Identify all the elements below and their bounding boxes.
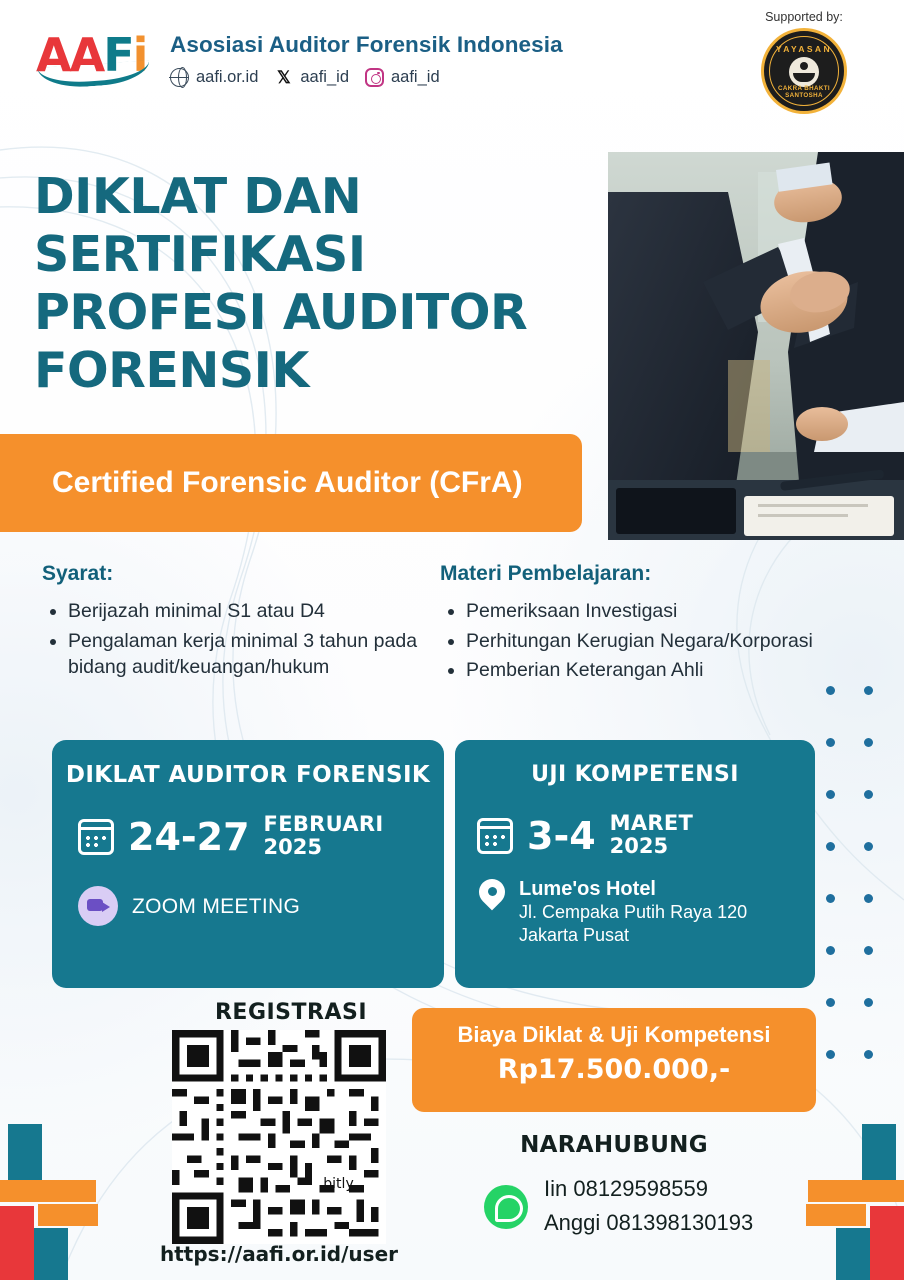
event-card-diklat-title: DIKLAT AUDITOR FORENSIK	[65, 762, 431, 788]
registration-title: REGISTRASI	[214, 1000, 368, 1025]
event-card-uji-title: UJI KOMPETENSI	[531, 762, 739, 787]
x-twitter-icon: 𝕏	[277, 68, 291, 87]
page-title	[34, 168, 609, 400]
event-card-diklat-venue: ZOOM MEETING	[132, 895, 301, 918]
social-x[interactable]	[274, 68, 349, 87]
certification-banner-label: Certified Forensic Auditor (CFrA)	[52, 466, 523, 499]
svg-text:bitly: bitly	[323, 1175, 354, 1192]
calendar-icon	[477, 818, 513, 854]
social-x-label: aafi_id	[300, 68, 349, 86]
aafi-logo: AAFi	[36, 26, 154, 88]
event-card-uji-venue-row	[455, 859, 815, 947]
social-links	[170, 68, 563, 87]
contact-entry: Anggi 081398130193	[544, 1210, 754, 1235]
seal-emblem-icon	[789, 57, 819, 87]
corner-decoration-left	[0, 1124, 104, 1280]
event-card-diklat-date-row	[52, 788, 444, 860]
price-value: Rp17.500.000,-	[497, 1054, 731, 1085]
event-card-diklat	[52, 740, 444, 988]
list-item: Pemeriksaan Investigasi	[440, 598, 860, 625]
social-website-label: aafi.or.id	[196, 68, 259, 86]
price-box	[412, 1008, 816, 1112]
social-website[interactable]	[170, 68, 258, 87]
organization-title: Asosiasi Auditor Forensik Indonesia	[170, 32, 563, 57]
registration-qr-code[interactable]	[172, 1030, 386, 1244]
list-item: Berijazah minimal S1 atau D4	[42, 598, 432, 625]
requirements-list	[42, 598, 432, 681]
poster-header	[0, 0, 904, 130]
contact-title: NARAHUBUNG	[520, 1132, 708, 1158]
corner-decoration-right	[800, 1124, 904, 1280]
event-card-uji-date-row	[455, 787, 815, 859]
requirements-section	[42, 562, 432, 684]
headline-line-3: FORENSIK	[34, 342, 309, 399]
zoom-video-icon	[78, 886, 118, 926]
supported-by-label: Supported by:	[765, 10, 843, 24]
event-card-diklat-year: 2025	[263, 835, 322, 859]
event-card-uji-address-2: Jakarta Pusat	[519, 925, 630, 945]
event-card-uji-address-1: Jl. Cempaka Putih Raya 120	[519, 902, 748, 922]
list-item: Pemberian Keterangan Ahli	[440, 657, 860, 684]
dots-decoration	[826, 676, 896, 1056]
materials-heading: Materi Pembelajaran:	[440, 562, 652, 585]
materials-section	[440, 562, 860, 687]
event-card-uji-year: 2025	[609, 834, 669, 858]
event-card-diklat-month: FEBRUARI	[263, 812, 384, 836]
materials-list	[440, 598, 860, 684]
social-instagram[interactable]	[365, 68, 440, 87]
requirements-heading: Syarat:	[42, 562, 114, 585]
supported-by	[734, 10, 874, 114]
whatsapp-icon[interactable]	[484, 1185, 528, 1229]
list-item: Perhitungan Kerugian Negara/Korporasi	[440, 628, 860, 655]
seal-top-text: YAYASAN	[775, 44, 833, 54]
seal-bottom-text: CAKRA BHAKTI SANTOSHA	[777, 85, 830, 99]
event-card-diklat-venue-row	[52, 860, 444, 926]
handshake-photo	[608, 152, 904, 540]
logo-area	[36, 26, 563, 88]
event-card-uji-date: 3-4	[527, 814, 596, 858]
sponsor-seal-logo	[761, 28, 847, 114]
location-pin-icon	[479, 879, 505, 913]
contact-list	[544, 1172, 753, 1240]
event-card-uji	[455, 740, 815, 988]
contact-entry: Iin 08129598559	[544, 1176, 708, 1201]
price-label: Biaya Diklat & Uji Kompetensi	[457, 1022, 771, 1047]
headline-line-2: PROFESI AUDITOR	[34, 284, 528, 341]
event-card-diklat-date: 24-27	[128, 815, 250, 859]
registration-url[interactable]: https://aafi.or.id/user	[160, 1242, 398, 1266]
list-item: Pengalaman kerja minimal 3 tahun pada bidang audit/keuangan/hukum	[42, 628, 432, 681]
headline-line-1: DIKLAT DAN SERTIFIKASI	[34, 168, 366, 283]
social-instagram-label: aafi_id	[391, 68, 440, 86]
instagram-icon	[365, 68, 384, 87]
calendar-icon	[78, 819, 114, 855]
event-card-uji-venue-name: Lume'os Hotel	[519, 878, 656, 900]
event-card-uji-month: MARET	[609, 811, 694, 835]
globe-icon	[170, 68, 189, 87]
certification-banner	[0, 434, 582, 532]
